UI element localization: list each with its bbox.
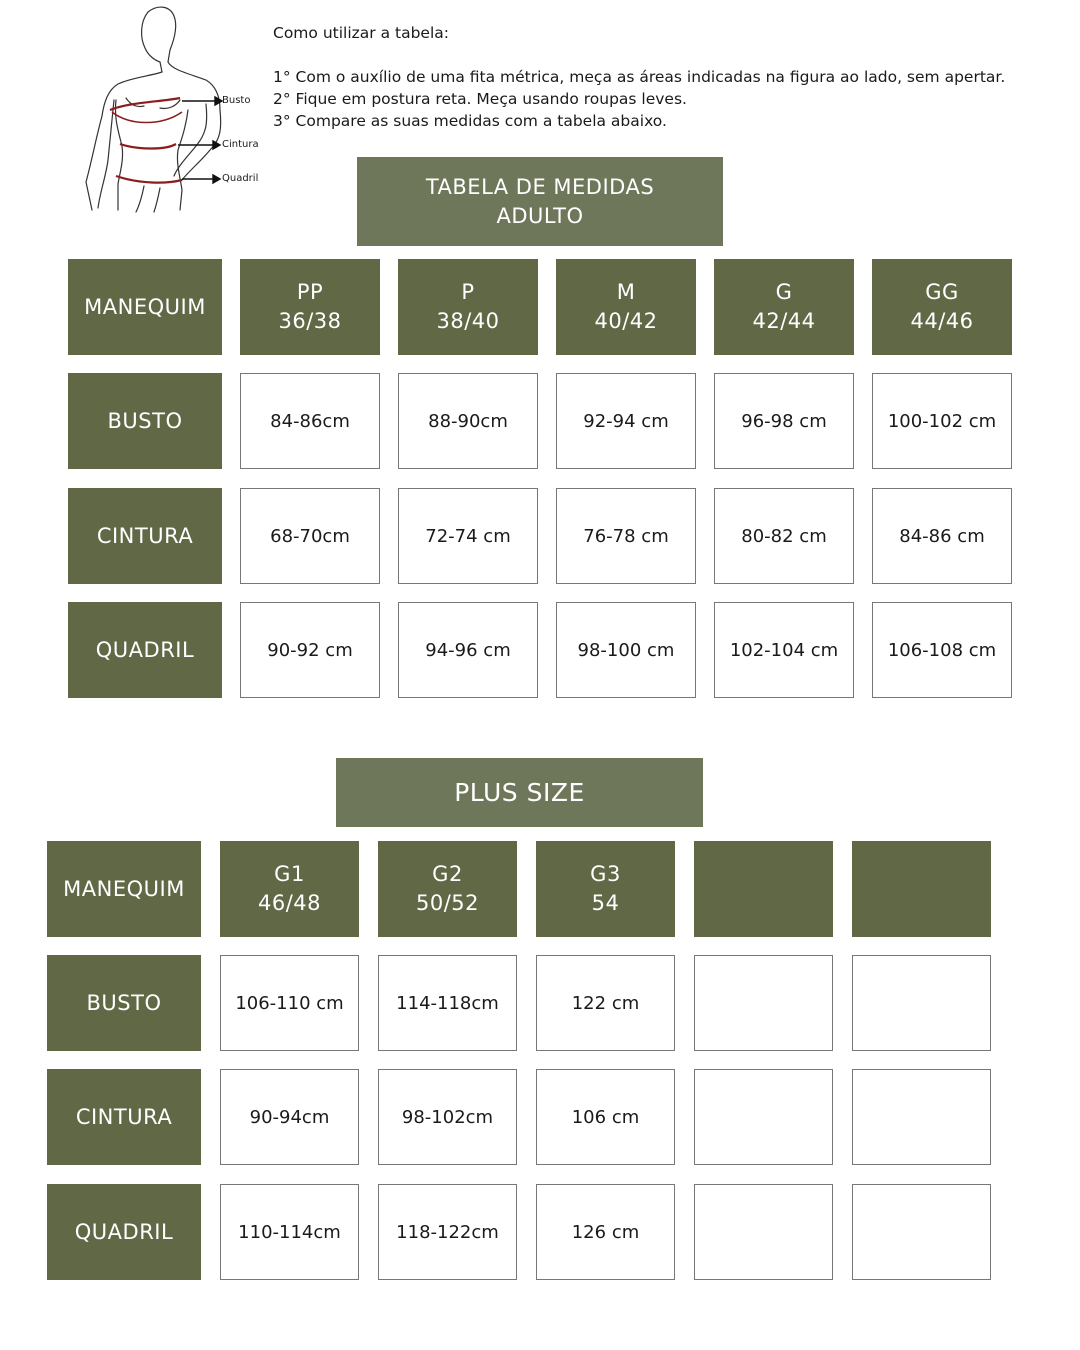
- measurement-cell: 88-90cm: [398, 373, 538, 469]
- measurement-cell: 106-108 cm: [872, 602, 1012, 698]
- size-header: [220, 841, 359, 937]
- size-range: 44/46: [910, 309, 974, 333]
- adult-table-banner: [357, 157, 723, 246]
- plus-banner-title: PLUS SIZE: [454, 778, 585, 807]
- size-name: G1: [274, 862, 305, 886]
- size-name: G: [775, 280, 793, 304]
- row-label-busto: BUSTO: [47, 955, 201, 1051]
- measurement-cell: 110-114cm: [220, 1184, 359, 1280]
- instruction-step-1: 1° Com o auxílio de uma fita métrica, meça as áreas indicadas na figura ao lado, sem apertar.: [273, 68, 1006, 86]
- size-range: 42/44: [752, 309, 816, 333]
- measurement-cell: [852, 1069, 991, 1165]
- row-label-busto: BUSTO: [68, 373, 222, 469]
- measurement-cell: [694, 1184, 833, 1280]
- measurement-cell: 114-118cm: [378, 955, 517, 1051]
- size-header: [398, 259, 538, 355]
- row-label-cintura: CINTURA: [68, 488, 222, 584]
- size-range: 38/40: [436, 309, 500, 333]
- adult-banner-subtitle: ADULTO: [496, 203, 584, 228]
- body-measurement-figure: [70, 0, 270, 215]
- measurement-cell: 98-102cm: [378, 1069, 517, 1165]
- measurement-cell: 106 cm: [536, 1069, 675, 1165]
- measurement-cell: 72-74 cm: [398, 488, 538, 584]
- size-header: [240, 259, 380, 355]
- size-range: 50/52: [415, 891, 480, 915]
- measurement-cell: [852, 955, 991, 1051]
- size-name: GG: [925, 280, 959, 304]
- size-name: M: [616, 280, 636, 304]
- measurement-cell: 106-110 cm: [220, 955, 359, 1051]
- size-name: G3: [590, 862, 621, 886]
- bust-label: Busto: [222, 95, 251, 106]
- size-header: [694, 841, 833, 937]
- size-header: [852, 841, 991, 937]
- manequim-header: MANEQUIM: [68, 259, 222, 355]
- measurement-cell: 102-104 cm: [714, 602, 854, 698]
- size-header: [872, 259, 1012, 355]
- row-label-quadril: QUADRIL: [68, 602, 222, 698]
- measurement-cell: 84-86cm: [240, 373, 380, 469]
- hip-label: Quadril: [222, 173, 259, 184]
- instructions-title: Como utilizar a tabela:: [273, 24, 449, 42]
- measurement-cell: 126 cm: [536, 1184, 675, 1280]
- size-name: G2: [432, 862, 463, 886]
- size-range: 40/42: [594, 309, 658, 333]
- size-header: [378, 841, 517, 937]
- measurement-cell: 68-70cm: [240, 488, 380, 584]
- measurement-cell: 98-100 cm: [556, 602, 696, 698]
- instruction-step-3: 3° Compare as suas medidas com a tabela abaixo.: [273, 112, 667, 130]
- manequim-header: MANEQUIM: [47, 841, 201, 937]
- measurement-cell: 90-94cm: [220, 1069, 359, 1165]
- measurement-cell: 76-78 cm: [556, 488, 696, 584]
- size-range: 54: [591, 891, 620, 915]
- measurement-cell: 80-82 cm: [714, 488, 854, 584]
- measurement-cell: [694, 1069, 833, 1165]
- measurement-cell: 94-96 cm: [398, 602, 538, 698]
- size-range: 46/48: [257, 891, 322, 915]
- size-name: PP: [296, 280, 324, 304]
- measurement-cell: 100-102 cm: [872, 373, 1012, 469]
- size-header: [714, 259, 854, 355]
- measurement-cell: 84-86 cm: [872, 488, 1012, 584]
- row-label-cintura: CINTURA: [47, 1069, 201, 1165]
- measurement-cell: 96-98 cm: [714, 373, 854, 469]
- measurement-cell: 92-94 cm: [556, 373, 696, 469]
- waist-label: Cintura: [222, 139, 259, 150]
- adult-banner-title: TABELA DE MEDIDAS: [425, 174, 655, 199]
- measurement-cell: 122 cm: [536, 955, 675, 1051]
- size-header: [556, 259, 696, 355]
- measurement-cell: 90-92 cm: [240, 602, 380, 698]
- size-header: [536, 841, 675, 937]
- plus-size-banner: [336, 758, 703, 827]
- row-label-quadril: QUADRIL: [47, 1184, 201, 1280]
- measurement-cell: [694, 955, 833, 1051]
- instruction-step-2: 2° Fique em postura reta. Meça usando roupas leves.: [273, 90, 687, 108]
- size-name: P: [461, 280, 475, 304]
- measurement-cell: [852, 1184, 991, 1280]
- size-range: 36/38: [278, 309, 342, 333]
- instructions: [273, 22, 1005, 132]
- measurement-cell: 118-122cm: [378, 1184, 517, 1280]
